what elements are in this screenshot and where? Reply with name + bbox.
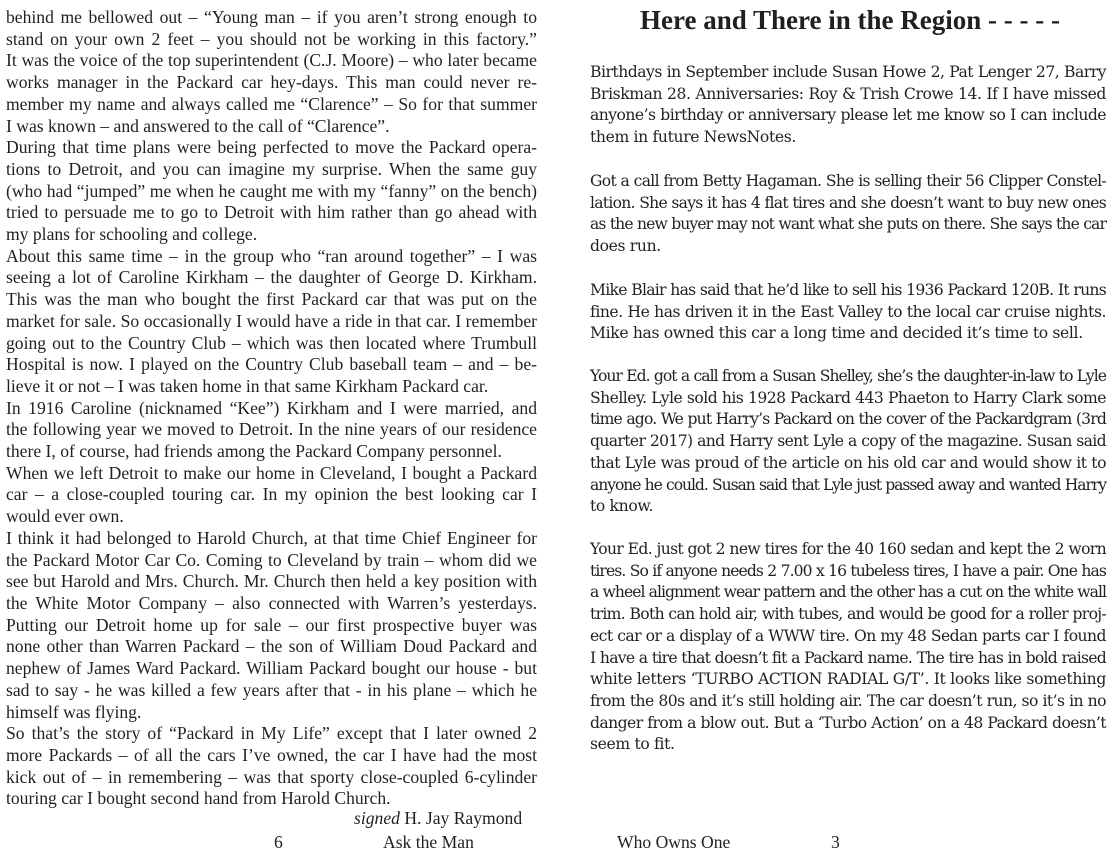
- right-footer-title: Who Owns One: [617, 832, 731, 852]
- right-page-number: 3: [831, 832, 840, 852]
- article-line: the following year we moved to Detroit. In the nine years of our residence: [6, 419, 537, 440]
- article-line: market for sale. So occasionally I would have a ride in that car. I remember: [6, 310, 537, 331]
- article-line: my plans for schooling and college.: [6, 224, 258, 245]
- news-line: anyone he could. Susan said that Lyle just passed away and wanted Harry: [590, 475, 1106, 494]
- article-line: Putting our Detroit home up for sale – our first prospective buyer was: [6, 614, 537, 635]
- right-page: [590, 0, 1106, 800]
- article-line: the White Motor Company – also connected with Warren’s yesterdays.: [6, 592, 537, 613]
- news-line: time ago. We put Harry’s Packard on the cover of the Packardgram (3rd: [590, 410, 1106, 429]
- news-line: Your Ed. got a call from a Susan Shelley, she’s the daughter-in-law to Lyle: [590, 367, 1106, 385]
- article-line: member my name and always called me “Clarence” – So for that summer: [6, 93, 537, 114]
- article-line: kick out of – in remembering – was that sporty close-coupled 6-cylinder: [6, 766, 537, 787]
- left-page-number: 6: [274, 832, 283, 852]
- news-line: that Lyle was proud of the article on his old car and would show it to: [590, 453, 1106, 472]
- left-page-body: [6, 7, 537, 810]
- news-line: danger from a blow out. But a ‘Turbo Action’ on a 48 Packard doesn’t: [590, 713, 1106, 732]
- article-line: see but Harold and Mrs. Church. Mr. Church then held a key position with: [6, 571, 537, 592]
- left-footer-title: Ask the Man: [383, 832, 474, 852]
- article-line: I think it had belonged to Harold Church, at that time Chief Engineer for: [6, 527, 537, 548]
- article-line: seeing a lot of Caroline Kirkham – the daughter of George D. Kirkham.: [6, 267, 537, 288]
- article-line: Hospital is now. I played on the Country Club baseball team – and – be-: [6, 354, 537, 375]
- news-line: seem to fit.: [590, 735, 675, 754]
- news-line: Your Ed. just got 2 new tires for the 40 160 sedan and kept the 2 worn: [590, 540, 1106, 558]
- news-line: trim. Both can hold air, with tubes, and would be good for a roller proj-: [590, 605, 1106, 624]
- article-line: the Packard Motor Car Co. Coming to Cleveland by train – whom did we: [6, 549, 537, 570]
- news-line: lation. She says it has 4 flat tires and she doesn’t want to buy new ones: [590, 193, 1106, 212]
- article-line: During that time plans were being perfected to move the Packard opera-: [6, 137, 537, 158]
- article-line: In 1916 Caroline (nicknamed “Kee”) Kirkham and I were married, and: [6, 397, 537, 418]
- article-line: car – a close-coupled touring car. In my opinion the best looking car I: [6, 484, 537, 505]
- news-line: them in future NewsNotes.: [590, 128, 796, 147]
- news-line: Briskman 28. Anniversaries: Roy & Trish Crowe 14. If I have missed: [590, 84, 1106, 103]
- article-line: tions to Detroit, and you can imagine my surprise. When the same guy: [6, 158, 537, 179]
- article-line: lieve it or not – I was taken home in that same Kirkham Packard car.: [6, 375, 489, 396]
- article-line: I was known – and answered to the call of “Clarence”.: [6, 115, 390, 136]
- article-line: tried to persuade me to go to Detroit with him rather than go ahead with: [6, 202, 537, 223]
- article-line: sad to say - he was killed a few years after that - in his plane – which he: [6, 679, 537, 700]
- news-line: white letters ‘TURBO ACTION RADIAL G/T’. It looks like something: [590, 670, 1106, 689]
- article-line: This was the man who bought the first Packard car that was put on the: [6, 289, 537, 310]
- article-line: nephew of James Ward Packard. William Packard bought our house - but: [6, 658, 537, 679]
- news-line: does run.: [590, 237, 661, 256]
- section-title: Here and There in the Region - - - - -: [640, 5, 1060, 35]
- article-line: behind me bellowed out – “Young man – if you aren’t strong enough to: [6, 7, 537, 27]
- news-paragraph: [590, 539, 1106, 756]
- signature-prefix: signed: [354, 808, 400, 828]
- news-line: Mike has owned this car a long time and decided it’s time to sell.: [590, 324, 1083, 343]
- news-line: I have a tire that doesn’t fit a Packard name. The tire has in bold raised: [590, 648, 1106, 667]
- article-line: About this same time – in the group who “ran around together” – I was: [6, 245, 537, 266]
- news-line: fine. He has driven it in the East Valley to the local car cruise nights.: [590, 302, 1106, 321]
- news-line: Got a call from Betty Hagaman. She is selling their 56 Clipper Constel-: [590, 172, 1106, 190]
- article-line: none other than Warren Packard – the son of William Doud Packard and: [6, 636, 537, 657]
- news-line: ect car or a display of a WWW tire. On my 48 Sedan parts car I found: [590, 626, 1106, 645]
- news-paragraph: [590, 62, 1106, 149]
- article-line: going out to the Country Club – which was then located where Trumbull: [6, 332, 537, 353]
- article-line: It was the voice of the top superintendent (C.J. Moore) – who later became: [6, 50, 537, 71]
- news-line: a wheel alignment wear pattern and the other has a cut on the white wall: [590, 583, 1106, 602]
- article-line: more Packards – of all the cars I’ve owned, the car I have had the most: [6, 744, 537, 765]
- news-line: Birthdays in September include Susan Howe 2, Pat Lenger 27, Barry: [590, 63, 1106, 81]
- news-paragraph: [590, 280, 1106, 345]
- signature-name: H. Jay Raymond: [404, 808, 523, 828]
- news-line: Mike Blair has said that he’d like to sell his 1936 Packard 120B. It runs: [590, 281, 1106, 299]
- news-line: anyone’s birthday or anniversary please let me know so I can include: [590, 106, 1106, 125]
- article-line: (who had “jumped” me when he caught me with my “fanny” on the bench): [6, 180, 537, 201]
- news-line: quarter 2017) and Harry sent Lyle a copy of the magazine. Susan said: [590, 432, 1106, 451]
- article-line: works manager in the Packard car hey-days. This man could never re-: [6, 72, 537, 93]
- article-line: touring car I bought second hand from Harold Church.: [6, 788, 391, 809]
- article-line: When we left Detroit to make our home in Cleveland, I bought a Packard: [6, 462, 537, 483]
- news-paragraph: [590, 171, 1106, 258]
- article-line: would ever own.: [6, 506, 124, 527]
- news-line: to know.: [590, 497, 654, 516]
- news-line: from the 80s and it’s still holding air. The car doesn’t run, so it’s in no: [590, 691, 1106, 710]
- news-paragraph: [590, 366, 1106, 518]
- article-line: there I, of course, had friends among the Packard Company personnel.: [6, 441, 502, 462]
- article-line: himself was flying.: [6, 701, 142, 722]
- news-line: as the new buyer may not want what she puts on there. She says the car: [590, 215, 1106, 234]
- article-line: stand on your own 2 feet – you should not be working in this factory.”: [6, 28, 537, 49]
- news-line: Shelley. Lyle sold his 1928 Packard 443 Phaeton to Harry Clark some: [590, 388, 1106, 407]
- signature: [354, 808, 522, 829]
- news-line: tires. So if anyone needs 2 7.00 x 16 tubeless tires, I have a pair. One has: [590, 561, 1106, 580]
- article-line: So that’s the story of “Packard in My Life” except that I later owned 2: [6, 723, 537, 744]
